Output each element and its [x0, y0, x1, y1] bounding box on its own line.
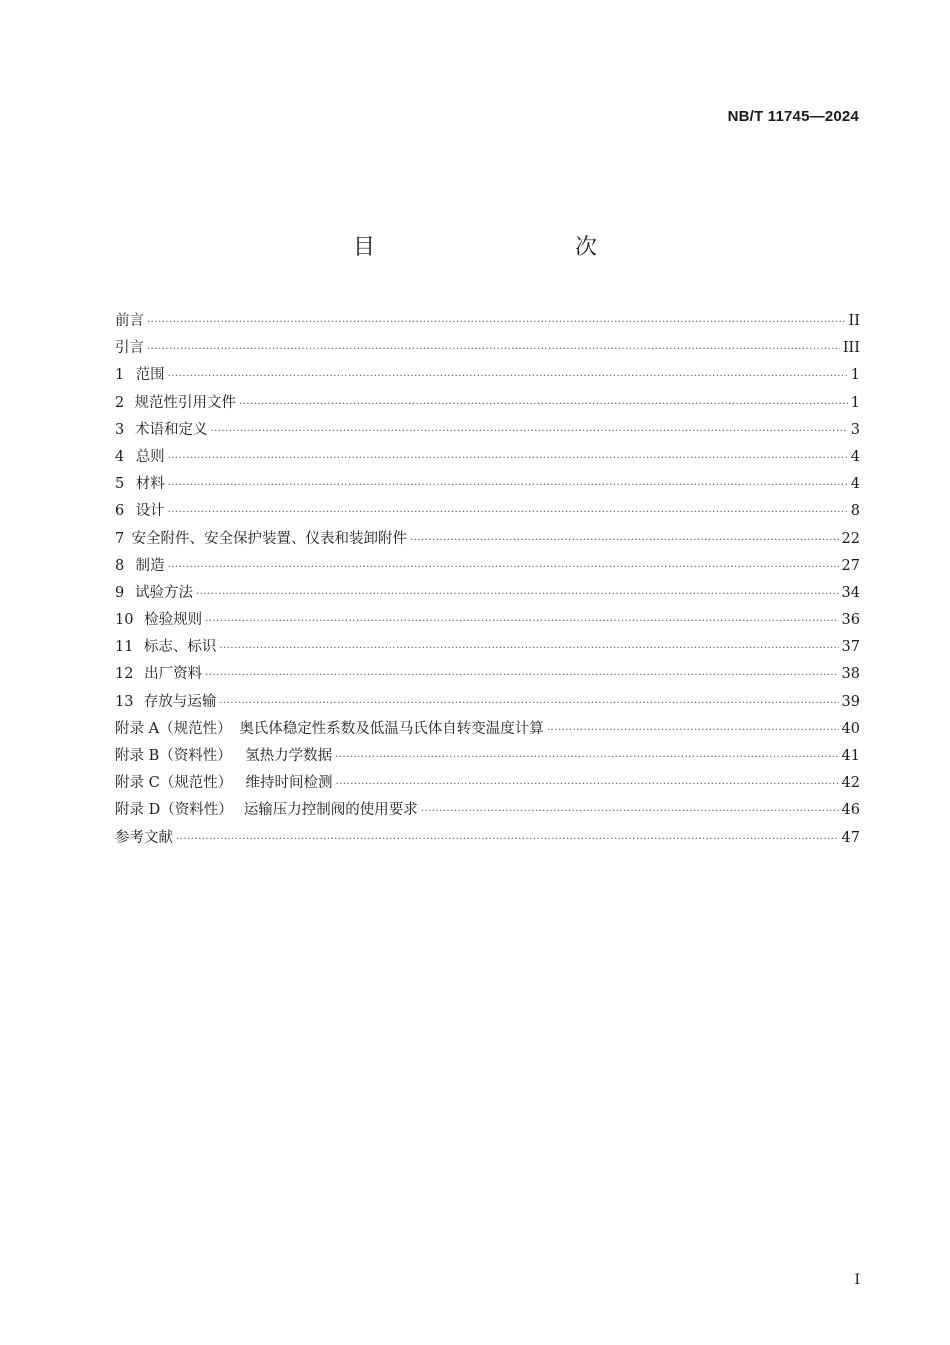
toc-entry[interactable]: [115, 826, 860, 853]
toc-entry-page: 39: [841, 693, 860, 710]
toc-leader-dots: [168, 453, 848, 464]
toc-entry-page: 34: [841, 584, 860, 601]
toc-entry-page: 36: [841, 612, 860, 629]
document-code: NB/T 11745—2024: [727, 108, 859, 125]
toc-leader-dots: [147, 317, 846, 328]
toc-entry-label: 引言: [115, 340, 144, 357]
toc-entry-page: III: [842, 340, 860, 357]
toc-entry-number: 9: [115, 584, 125, 601]
toc-entry-label: 总则: [135, 448, 165, 465]
toc-entry-label: 材料: [135, 476, 165, 493]
toc-leader-dots: [176, 834, 839, 845]
toc-entry[interactable]: [115, 690, 860, 717]
toc-leader-dots: [168, 371, 848, 382]
toc-entry-label: 维持时间检测: [245, 775, 333, 792]
toc-entry-page: 3: [850, 421, 860, 438]
toc-entry-page: 40: [841, 720, 860, 737]
toc-entry[interactable]: [115, 499, 860, 526]
toc-entry[interactable]: [115, 798, 860, 825]
toc-entry[interactable]: [115, 391, 860, 418]
toc-leader-dots: [547, 725, 839, 736]
toc-leader-dots: [421, 806, 839, 817]
toc-entry-label: 制造: [135, 557, 165, 574]
toc-leader-dots: [336, 779, 839, 790]
toc-leader-dots: [168, 480, 848, 491]
toc-entry-number: 11: [115, 639, 134, 656]
toc-entry-page: 38: [841, 666, 860, 683]
toc-leader-dots: [219, 643, 838, 654]
toc-entry-page: 42: [841, 775, 860, 792]
toc-entry[interactable]: [115, 581, 860, 608]
toc-entry-number: 附录 D（资料性）: [115, 802, 233, 819]
toc-entry[interactable]: [115, 717, 860, 744]
toc-entry[interactable]: [115, 635, 860, 662]
toc-entry-label: 范围: [135, 367, 165, 384]
toc-entry-number: 附录 B（资料性）: [115, 748, 232, 764]
table-of-contents: [115, 309, 860, 853]
toc-title: 目 次: [352, 235, 649, 260]
toc-entry[interactable]: [115, 554, 860, 581]
toc-leader-dots: [335, 752, 838, 763]
toc-entry-page: 27: [841, 557, 860, 574]
toc-entry-number: 7: [115, 530, 125, 547]
toc-entry-label: 前言: [115, 313, 144, 329]
toc-entry-number: 8: [115, 557, 125, 574]
toc-entry-number: 6: [115, 503, 125, 520]
toc-entry[interactable]: [115, 445, 860, 472]
toc-entry[interactable]: [115, 336, 860, 363]
toc-leader-dots: [219, 698, 838, 709]
toc-leader-dots: [196, 589, 839, 600]
toc-entry[interactable]: [115, 771, 860, 798]
toc-entry-number: 5: [115, 476, 125, 493]
toc-entry[interactable]: [115, 309, 860, 336]
toc-entry[interactable]: [115, 363, 860, 390]
toc-entry-page: 1: [850, 367, 860, 384]
toc-entry-page: 22: [841, 530, 860, 547]
toc-entry-label: 规范性引用文件: [134, 394, 236, 411]
toc-entry-label: 安全附件、安全保护装置、仪表和装卸附件: [131, 530, 407, 547]
toc-entry[interactable]: [115, 662, 860, 689]
toc-entry[interactable]: [115, 418, 860, 445]
toc-leader-dots: [410, 535, 839, 546]
toc-entry-page: 37: [841, 639, 860, 656]
toc-entry-label: 运输压力控制阀的使用要求: [243, 802, 418, 819]
toc-entry-number: 3: [115, 421, 125, 438]
toc-entry-label: 检验规则: [144, 612, 203, 629]
toc-entry-page: 8: [850, 503, 860, 520]
toc-entry-number: 10: [115, 612, 134, 629]
page-number: I: [854, 1272, 860, 1288]
toc-entry-page: 4: [850, 476, 860, 493]
toc-entry-page: 41: [841, 748, 860, 764]
toc-entry[interactable]: [115, 608, 860, 635]
toc-entry-number: 12: [115, 666, 134, 683]
toc-leader-dots: [168, 507, 848, 518]
toc-entry-page: 46: [841, 802, 860, 819]
toc-entry-label: 奥氏体稳定性系数及低温马氏体自转变温度计算: [239, 720, 544, 737]
toc-entry[interactable]: [115, 527, 860, 554]
toc-entry-page: 1: [850, 394, 860, 411]
toc-entry-label: 标志、标识: [143, 639, 217, 656]
toc-entry[interactable]: [115, 472, 860, 499]
toc-entry-page: II: [848, 313, 860, 329]
toc-entry-number: 附录 C（规范性）: [115, 775, 233, 792]
toc-leader-dots: [168, 562, 839, 573]
toc-entry-label: 参考文献: [115, 829, 173, 846]
toc-entry-number: 4: [115, 448, 125, 465]
toc-leader-dots: [205, 670, 838, 681]
toc-entry-page: 4: [850, 448, 860, 465]
toc-entry-number: 2: [115, 394, 125, 411]
toc-leader-dots: [210, 426, 847, 437]
toc-leader-dots: [205, 616, 838, 627]
toc-leader-dots: [239, 399, 848, 410]
toc-entry-label: 设计: [135, 503, 165, 520]
toc-entry-label: 存放与运输: [143, 693, 217, 710]
toc-leader-dots: [147, 344, 840, 355]
toc-entry-label: 试验方法: [135, 584, 194, 601]
toc-entry-label: 氢热力学数据: [245, 748, 333, 764]
toc-entry-number: 13: [115, 693, 134, 710]
toc-entry-page: 47: [841, 829, 860, 846]
toc-entry-label: 出厂资料: [144, 666, 203, 683]
toc-entry-label: 术语和定义: [134, 421, 208, 438]
toc-entry-number: 1: [115, 367, 125, 384]
toc-entry[interactable]: [115, 744, 860, 771]
toc-entry-number: 附录 A（规范性）: [115, 720, 232, 737]
